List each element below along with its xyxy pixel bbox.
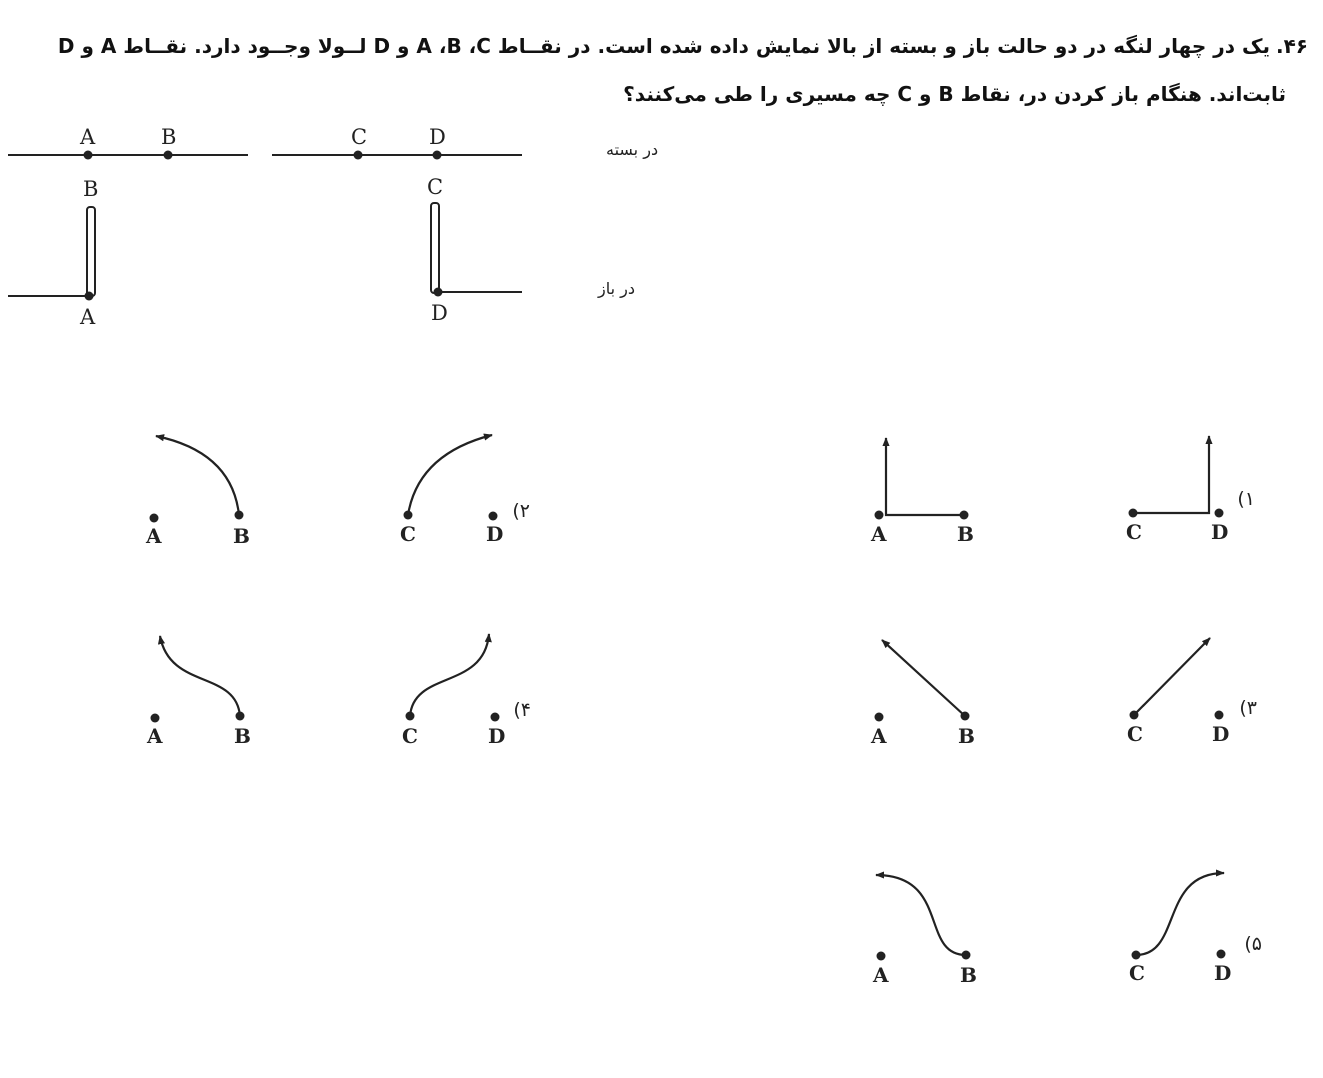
closed-hinge-dot [354,151,363,160]
closed-point-label: A [80,125,96,149]
point-dot [489,512,498,521]
open-door-label: در باز [598,279,635,298]
point-label: B [957,522,974,546]
question-text-2: ثابت‌اند. هنگام باز کردن در، نقاط B و C چه مسیری را طی می‌کنند؟ [623,82,1286,106]
point-label: B [958,724,975,748]
option-2 [145,435,530,548]
point-label: B [233,524,250,548]
point-dot [151,714,160,723]
point-label: D [1211,520,1229,544]
open-hinge-dot [434,288,443,297]
option-1 [870,436,1255,546]
option-1-path-b [886,438,964,515]
option-5 [872,873,1262,987]
point-label: D [1214,961,1232,985]
point-label: D [486,522,504,546]
point-label: A [147,724,163,748]
open-door-panel-left [87,207,95,296]
option-number: (۵ [1244,933,1262,955]
point-dot [406,712,415,721]
closed-point-label: C [351,125,368,149]
option-number: (۴ [513,699,531,721]
point-label: A [871,724,887,748]
question-text-1: یک در چهار لنگه در دو حالت باز و بسته از بالا نمایش داده شده است. در نقــاط A ،B ،C و D لــولا وجــود دارد. نقــاط A و D [57,34,1270,58]
closed-door-label: در بسته [606,140,659,159]
point-dot [1130,711,1139,720]
closed-door-diagram [8,125,658,160]
point-dot [875,713,884,722]
point-dot [1132,951,1141,960]
point-label: C [1127,722,1143,746]
point-dot [404,511,413,520]
open-point-label: C [427,175,444,199]
closed-point-label: D [429,125,446,149]
open-door-panel-right [431,203,439,293]
open-point-label: B [83,177,99,201]
point-dot [1129,509,1138,518]
point-dot [491,713,500,722]
point-label: C [402,724,418,748]
point-label: D [1212,722,1230,746]
point-label: B [234,724,251,748]
option-1-path-c [1133,436,1209,513]
option-4 [146,634,531,748]
point-label: C [400,522,416,546]
option-2-path-c [408,435,492,515]
point-dot [150,514,159,523]
point-dot [235,511,244,520]
point-label: C [1129,961,1145,985]
closed-hinge-dot [84,151,93,160]
point-dot [961,712,970,721]
point-dot [1217,950,1226,959]
option-number: (۱ [1237,488,1255,510]
point-dot [1215,509,1224,518]
option-3-path-c [1134,638,1210,715]
option-5-path-b [876,875,966,955]
point-dot [1215,711,1224,720]
option-2-path-b [156,436,239,515]
point-dot [962,951,971,960]
closed-hinge-dot [433,151,442,160]
point-label: D [488,724,506,748]
option-4-path-c [410,634,489,716]
point-dot [875,511,884,520]
point-label: C [1126,520,1142,544]
open-hinge-dot [85,292,94,301]
option-number: (۳ [1239,697,1257,719]
point-label: A [871,522,887,546]
option-3-path-b [882,640,965,716]
open-point-label: D [431,301,448,325]
option-4-path-b [160,636,240,716]
point-dot [960,511,969,520]
point-label: A [146,524,162,548]
closed-hinge-dot [164,151,173,160]
option-5-path-c [1136,873,1224,955]
option-3 [870,638,1257,748]
closed-point-label: B [161,125,177,149]
open-door-diagram [8,175,635,329]
question-number: ۴۶. [1275,34,1308,58]
point-dot [877,952,886,961]
point-dot [236,712,245,721]
point-label: A [873,963,889,987]
point-label: B [960,963,977,987]
option-number: (۲ [512,500,530,522]
open-point-label: A [80,305,96,329]
